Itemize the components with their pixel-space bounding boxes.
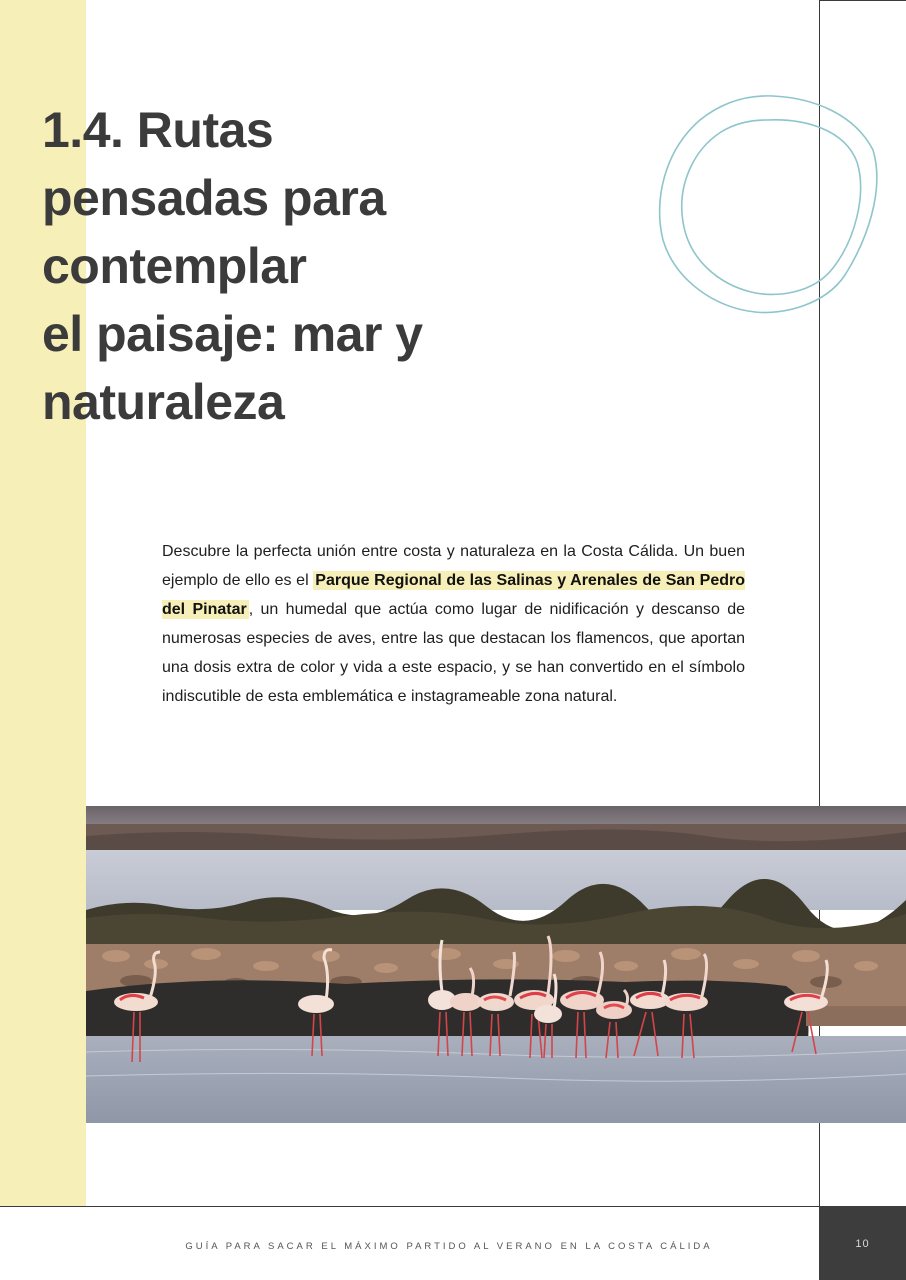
page-number-box <box>819 1206 906 1280</box>
title-line-5: naturaleza <box>42 374 285 430</box>
footer-rule <box>0 1206 906 1207</box>
flamingo-photo <box>86 806 906 1123</box>
title-line-4: el paisaje: mar y <box>42 306 423 362</box>
title-line-3: contemplar <box>42 238 307 294</box>
footer-guide-title: GUÍA PARA SACAR EL MÁXIMO PARTIDO AL VERANO EN LA COSTA CÁLIDA <box>185 1241 713 1252</box>
body-intro: Descubre la perfecta unión entre costa y naturaleza en la Costa Cálida. Un buen ejemplo de ello es el <box>162 543 745 589</box>
decorative-circle-icon <box>655 90 883 318</box>
title-line-2: pensadas para <box>42 170 386 226</box>
top-corner-rule <box>819 0 906 1</box>
page-number: 10 <box>855 1238 870 1250</box>
title-line-1: 1.4. Rutas <box>42 102 274 158</box>
highlighted-park-name: Parque Regional de las Salinas y Arenales de San Pedro del Pinatar <box>162 572 746 618</box>
section-title <box>42 96 602 436</box>
flamingo-photo-illustration <box>86 806 906 1123</box>
body-paragraph <box>162 537 745 711</box>
body-rest: , un humedal que actúa como lugar de nidificación y descanso de numerosas especies de aves, entre las que destacan los flamencos, que aportan una dosis extra de color y vida a este espacio, y se han convertido en el símbolo indiscutible de esta emblemática e instagrameable zona natural. <box>162 601 745 705</box>
